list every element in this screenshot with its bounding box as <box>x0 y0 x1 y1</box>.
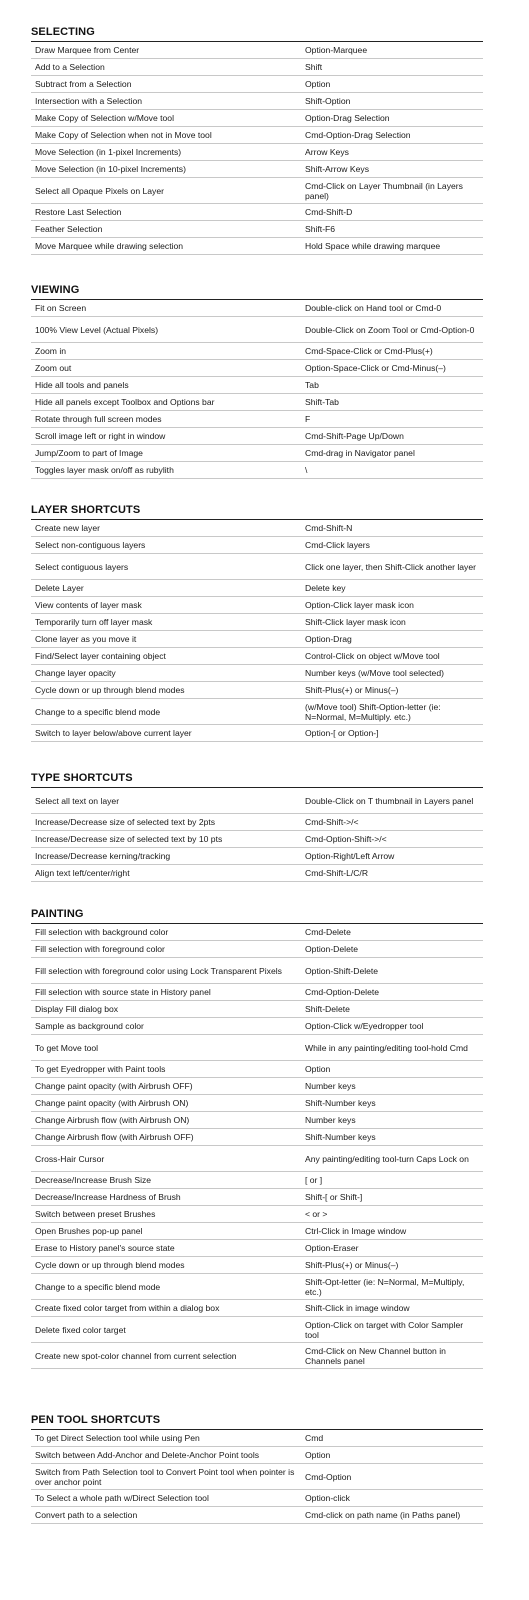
shortcut-row <box>31 631 483 648</box>
shortcut-keys: Shift-Number keys <box>305 1098 376 1108</box>
action-label: Subtract from a Selection <box>35 79 132 89</box>
shortcut-keys: Shift-Tab <box>305 397 339 407</box>
action-label: Cycle down or up through blend modes <box>35 1260 185 1270</box>
action-label: Fill selection with source state in History panel <box>35 987 211 997</box>
shortcut-keys: Tab <box>305 380 319 390</box>
shortcut-row <box>31 725 483 742</box>
shortcut-row <box>31 984 483 1001</box>
shortcut-row <box>31 1447 483 1464</box>
shortcut-row <box>31 1061 483 1078</box>
action-label: Hide all tools and panels <box>35 380 129 390</box>
section-selecting <box>31 26 483 255</box>
shortcut-keys: Double-click on Hand tool or Cmd-0 <box>305 303 442 313</box>
action-label: Increase/Decrease size of selected text by 10 pts <box>35 834 223 844</box>
shortcut-row <box>31 1464 483 1490</box>
shortcut-keys: Shift-Option <box>305 96 351 106</box>
shortcut-keys: Ctrl-Click in Image window <box>305 1226 407 1236</box>
shortcut-row <box>31 1035 483 1061</box>
section-title: LAYER SHORTCUTS <box>31 504 141 516</box>
action-label: Decrease/Increase Hardness of Brush <box>35 1192 181 1202</box>
action-label: Make Copy of Selection w/Move tool <box>35 113 174 123</box>
shortcut-table <box>31 924 483 1369</box>
shortcut-keys: Cmd-Shift-D <box>305 207 353 217</box>
shortcut-keys: Cmd-Space-Click or Cmd-Plus(+) <box>305 346 433 356</box>
shortcut-keys: Option <box>305 1064 331 1074</box>
action-label: To Select a whole path w/Direct Selection tool <box>35 1493 209 1503</box>
action-label: Fill selection with foreground color using Lock Transparent Pixels <box>35 965 282 976</box>
shortcut-keys: Cmd-Shift-N <box>305 523 353 533</box>
shortcut-row <box>31 300 483 317</box>
action-label: Switch from Path Selection tool to Convert Point tool when pointer is over anchor point <box>35 1466 295 1487</box>
shortcut-keys: Option-[ or Option-] <box>305 728 379 738</box>
action-label: Hide all panels except Toolbox and Options bar <box>35 397 215 407</box>
shortcut-keys: Number keys <box>305 1115 356 1125</box>
shortcut-row <box>31 1430 483 1447</box>
shortcut-keys: Option-Shift-Delete <box>305 965 379 976</box>
shortcut-table <box>31 300 483 479</box>
section-painting <box>31 908 483 1369</box>
shortcut-row <box>31 1206 483 1223</box>
shortcut-row <box>31 428 483 445</box>
action-label: Add to a Selection <box>35 62 105 72</box>
action-label: Change layer opacity <box>35 668 116 678</box>
action-label: Select contiguous layers <box>35 561 129 572</box>
shortcut-keys: Shift-Number keys <box>305 1132 376 1142</box>
shortcut-keys: Option-Space-Click or Cmd-Minus(–) <box>305 363 446 373</box>
shortcut-keys: Delete key <box>305 583 346 593</box>
action-label: Erase to History panel's source state <box>35 1243 175 1253</box>
shortcut-row <box>31 161 483 178</box>
shortcut-keys: Cmd-Option-Shift->/< <box>305 834 387 844</box>
action-label: Rotate through full screen modes <box>35 414 162 424</box>
shortcut-row <box>31 1189 483 1206</box>
shortcut-keys: (w/Move tool) Shift-Option-letter (ie: N=Normal, M=Multiply. etc.) <box>305 701 441 722</box>
action-label: Change to a specific blend mode <box>35 706 161 717</box>
shortcut-keys: Shift-Opt-letter (ie: N=Normal, M=Multiply, etc.) <box>305 1276 465 1297</box>
section-title: PEN TOOL SHORTCUTS <box>31 1414 161 1426</box>
shortcut-keys: Cmd-Option <box>305 1471 352 1482</box>
shortcut-keys: Cmd-Option-Delete <box>305 987 380 997</box>
shortcut-row <box>31 178 483 204</box>
shortcut-row <box>31 1172 483 1189</box>
shortcut-row <box>31 1343 483 1369</box>
action-label: Display Fill dialog box <box>35 1004 119 1014</box>
action-label: Make Copy of Selection when not in Move tool <box>35 130 212 140</box>
shortcut-keys: Option-Eraser <box>305 1243 359 1253</box>
shortcut-row <box>31 42 483 59</box>
action-label: To get Move tool <box>35 1042 99 1053</box>
action-label: Fit on Screen <box>35 303 87 313</box>
shortcut-row <box>31 648 483 665</box>
shortcut-row <box>31 445 483 462</box>
shortcut-row <box>31 1257 483 1274</box>
action-label: Intersection with a Selection <box>35 96 143 106</box>
action-label: Switch to layer below/above current layer <box>35 728 192 738</box>
action-label: Increase/Decrease kerning/tracking <box>35 851 171 861</box>
shortcut-keys: Shift-Delete <box>305 1004 350 1014</box>
section-title: PAINTING <box>31 908 84 920</box>
shortcut-keys: Arrow Keys <box>305 147 349 157</box>
shortcut-row <box>31 93 483 110</box>
action-label: Zoom in <box>35 346 67 356</box>
shortcut-row <box>31 520 483 537</box>
action-label: Scroll image left or right in window <box>35 431 166 441</box>
shortcut-row <box>31 1223 483 1240</box>
shortcut-table <box>31 1430 483 1524</box>
shortcut-keys: Click one layer, then Shift-Click another layer <box>305 561 476 572</box>
shortcut-row <box>31 1490 483 1507</box>
shortcut-row <box>31 1095 483 1112</box>
shortcut-keys: F <box>305 414 311 424</box>
shortcut-row <box>31 1300 483 1317</box>
shortcut-keys: Option-Drag <box>305 634 352 644</box>
action-label: Change paint opacity (with Airbrush OFF) <box>35 1081 193 1091</box>
shortcut-row <box>31 699 483 725</box>
action-label: Delete Layer <box>35 583 84 593</box>
action-label: Feather Selection <box>35 224 103 234</box>
shortcut-row <box>31 1112 483 1129</box>
shortcut-row <box>31 1274 483 1300</box>
shortcut-keys: Double-Click on T thumbnail in Layers panel <box>305 795 474 806</box>
shortcut-keys: [ or ] <box>305 1175 323 1185</box>
action-label: To get Direct Selection tool while using Pen <box>35 1433 200 1443</box>
shortcut-row <box>31 1001 483 1018</box>
shortcut-keys: Shift-F6 <box>305 224 336 234</box>
action-label: Create fixed color target from within a dialog box <box>35 1303 220 1313</box>
shortcut-keys: Cmd-Click on New Channel button in Channels panel <box>305 1345 446 1366</box>
shortcut-row <box>31 1240 483 1257</box>
shortcut-keys: Cmd-Click layers <box>305 540 370 550</box>
shortcut-row <box>31 814 483 831</box>
section-title: VIEWING <box>31 284 80 296</box>
shortcut-keys: Shift-[ or Shift-] <box>305 1192 363 1202</box>
shortcut-keys: Cmd-Click on Layer Thumbnail (in Layers panel) <box>305 180 463 201</box>
shortcut-row <box>31 411 483 428</box>
shortcut-row <box>31 1129 483 1146</box>
shortcut-keys: Shift <box>305 62 323 72</box>
shortcut-keys: Option-Marquee <box>305 45 368 55</box>
shortcut-keys: Option-Drag Selection <box>305 113 390 123</box>
shortcut-row <box>31 238 483 255</box>
shortcut-keys: Double-Click on Zoom Tool or Cmd-Option-0 <box>305 324 475 335</box>
shortcut-keys: Any painting/editing tool-turn Caps Lock on <box>305 1153 469 1164</box>
action-label: Change Airbrush flow (with Airbrush ON) <box>35 1115 190 1125</box>
action-label: Open Brushes pop-up panel <box>35 1226 143 1236</box>
shortcut-table <box>31 520 483 742</box>
section-title: SELECTING <box>31 26 95 38</box>
shortcut-keys: Option-Click layer mask icon <box>305 600 414 610</box>
shortcut-keys: Option <box>305 79 331 89</box>
section-type-shortcuts <box>31 772 483 882</box>
shortcut-keys: Cmd-Shift-Page Up/Down <box>305 431 404 441</box>
shortcut-row <box>31 76 483 93</box>
action-label: Draw Marquee from Center <box>35 45 140 55</box>
shortcut-keys: While in any painting/editing tool-hold Cmd <box>305 1042 468 1053</box>
shortcut-row <box>31 394 483 411</box>
shortcut-row <box>31 665 483 682</box>
shortcut-keys: Shift-Plus(+) or Minus(–) <box>305 685 399 695</box>
action-label: Delete fixed color target <box>35 1324 126 1335</box>
shortcut-row <box>31 848 483 865</box>
shortcut-keys: Cmd-Option-Drag Selection <box>305 130 411 140</box>
shortcut-keys: Option-click <box>305 1493 350 1503</box>
action-label: Cross-Hair Cursor <box>35 1153 105 1164</box>
shortcut-keys: Cmd-drag in Navigator panel <box>305 448 415 458</box>
shortcut-row <box>31 1018 483 1035</box>
shortcut-row <box>31 682 483 699</box>
action-label: Move Marquee while drawing selection <box>35 241 184 251</box>
shortcut-table <box>31 42 483 255</box>
action-label: Move Selection (in 10-pixel Increments) <box>35 164 186 174</box>
shortcut-row <box>31 941 483 958</box>
action-label: Increase/Decrease size of selected text by 2pts <box>35 817 216 827</box>
shortcut-keys: Number keys (w/Move tool selected) <box>305 668 444 678</box>
shortcut-keys: Cmd-Delete <box>305 927 351 937</box>
action-label: Align text left/center/right <box>35 868 130 878</box>
shortcut-row <box>31 317 483 343</box>
action-label: Change Airbrush flow (with Airbrush OFF) <box>35 1132 194 1142</box>
action-label: Fill selection with background color <box>35 927 169 937</box>
section-layer-shortcuts <box>31 504 483 742</box>
shortcut-row <box>31 1146 483 1172</box>
shortcut-keys: Cmd-Shift->/< <box>305 817 359 827</box>
action-label: Convert path to a selection <box>35 1510 138 1520</box>
action-label: Sample as background color <box>35 1021 144 1031</box>
action-label: Select non-contiguous layers <box>35 540 146 550</box>
shortcut-row <box>31 537 483 554</box>
shortcut-keys: Cmd <box>305 1433 324 1443</box>
shortcut-keys: Shift-Arrow Keys <box>305 164 369 174</box>
shortcut-keys: Shift-Click layer mask icon <box>305 617 406 627</box>
action-label: View contents of layer mask <box>35 600 142 610</box>
action-label: Select all text on layer <box>35 795 120 806</box>
shortcut-keys: Option-Click on target with Color Sampler tool <box>305 1319 464 1340</box>
action-label: Zoom out <box>35 363 72 373</box>
action-label: Switch between preset Brushes <box>35 1209 156 1219</box>
shortcut-keys: Cmd-click on path name (in Paths panel) <box>305 1510 461 1520</box>
action-label: Temporarily turn off layer mask <box>35 617 153 627</box>
shortcut-keys: Control-Click on object w/Move tool <box>305 651 440 661</box>
shortcut-row <box>31 360 483 377</box>
action-label: Fill selection with foreground color <box>35 944 165 954</box>
action-label: Clone layer as you move it <box>35 634 137 644</box>
action-label: Create new layer <box>35 523 100 533</box>
action-label: Change paint opacity (with Airbrush ON) <box>35 1098 189 1108</box>
action-label: Restore Last Selection <box>35 207 122 217</box>
shortcut-keys: Option-Click w/Eyedropper tool <box>305 1021 424 1031</box>
shortcut-keys: Option <box>305 1450 331 1460</box>
action-label: Decrease/Increase Brush Size <box>35 1175 152 1185</box>
shortcut-table <box>31 788 483 882</box>
shortcut-row <box>31 958 483 984</box>
shortcut-row <box>31 343 483 360</box>
action-label: Jump/Zoom to part of Image <box>35 448 143 458</box>
shortcut-row <box>31 554 483 580</box>
shortcut-keys: Shift-Plus(+) or Minus(–) <box>305 1260 399 1270</box>
shortcut-row <box>31 1507 483 1524</box>
section-viewing <box>31 284 483 479</box>
shortcut-row <box>31 831 483 848</box>
shortcut-row <box>31 580 483 597</box>
shortcut-row <box>31 204 483 221</box>
shortcut-row <box>31 1078 483 1095</box>
action-label: Change to a specific blend mode <box>35 1281 161 1292</box>
shortcut-keys: Hold Space while drawing marquee <box>305 241 441 251</box>
shortcut-row <box>31 110 483 127</box>
action-label: 100% View Level (Actual Pixels) <box>35 324 159 335</box>
shortcut-row <box>31 377 483 394</box>
shortcut-row <box>31 127 483 144</box>
shortcut-keys: Option-Right/Left Arrow <box>305 851 395 861</box>
shortcut-keys: Option-Delete <box>305 944 359 954</box>
shortcut-row <box>31 865 483 882</box>
shortcut-row <box>31 1317 483 1343</box>
shortcut-row <box>31 462 483 479</box>
shortcut-keys: Shift-Click in image window <box>305 1303 410 1313</box>
action-label: To get Eyedropper with Paint tools <box>35 1064 166 1074</box>
shortcut-keys: \ <box>305 465 308 475</box>
shortcut-row <box>31 59 483 76</box>
action-label: Move Selection (in 1-pixel Increments) <box>35 147 182 157</box>
action-label: Select all Opaque Pixels on Layer <box>35 185 164 196</box>
action-label: Find/Select layer containing object <box>35 651 166 661</box>
action-label: Create new spot-color channel from current selection <box>35 1350 237 1361</box>
shortcut-row <box>31 597 483 614</box>
shortcut-row <box>31 924 483 941</box>
action-label: Cycle down or up through blend modes <box>35 685 185 695</box>
shortcut-row <box>31 614 483 631</box>
section-pen-tool-shortcuts <box>31 1414 483 1524</box>
action-label: Toggles layer mask on/off as rubylith <box>35 465 174 475</box>
shortcut-keys: Number keys <box>305 1081 356 1091</box>
section-title: TYPE SHORTCUTS <box>31 772 133 784</box>
action-label: Switch between Add-Anchor and Delete-Anchor Point tools <box>35 1450 260 1460</box>
shortcut-row <box>31 788 483 814</box>
shortcut-keys: Cmd-Shift-L/C/R <box>305 868 369 878</box>
shortcut-keys: < or > <box>305 1209 328 1219</box>
shortcut-row <box>31 221 483 238</box>
shortcut-row <box>31 144 483 161</box>
